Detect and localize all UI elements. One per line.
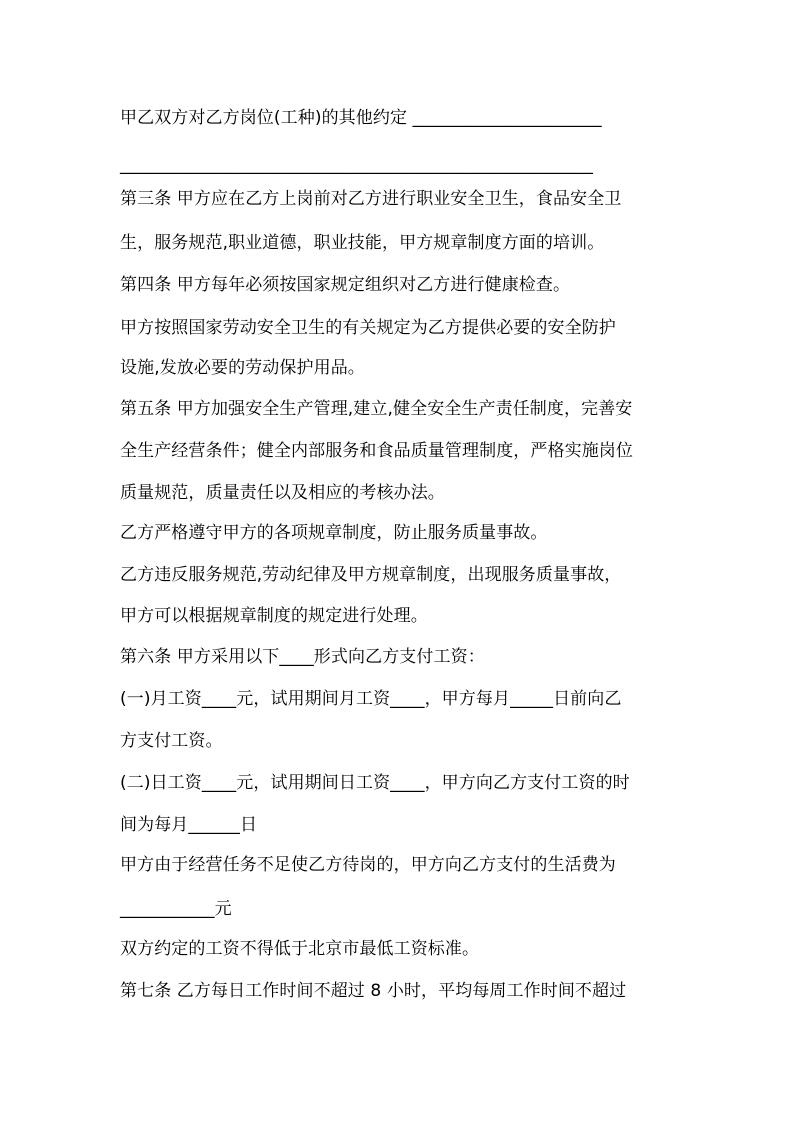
text-line: 甲方可以根据规章制度的规定进行处理。 <box>120 606 428 626</box>
text-line: 甲乙双方对乙方岗位(工种)的其他约定 ______________________ <box>120 108 602 128</box>
text-line: 间为每月______日 <box>120 815 258 835</box>
text-line: _______________________________________________________ <box>120 155 593 175</box>
text-line: 生，服务规范,职业道德，职业技能，甲方规章制度方面的培训。 <box>120 233 605 253</box>
text-line: 双方约定的工资不得低于北京市最低工资标准。 <box>120 939 480 959</box>
text-line: 第五条 甲方加强安全生产管理,建立,健全安全生产责任制度，完善安 <box>120 399 633 419</box>
text-line: (一)月工资____元，试用期间月工资____，甲方每月_____日前向乙 <box>120 689 622 709</box>
text-line: 第四条 甲方每年必须按国家规定组织对乙方进行健康检查。 <box>120 275 571 295</box>
text-line: 质量规范，质量责任以及相应的考核办法。 <box>120 483 445 503</box>
text-line: 第三条 甲方应在乙方上岗前对乙方进行职业安全卫生，食品安全卫 <box>120 189 622 209</box>
text-line: 全生产经营条件；健全内部服务和食品质量管理制度，严格实施岗位 <box>120 441 633 461</box>
text-line: 方支付工资。 <box>120 731 223 751</box>
text-line: 第七条 乙方每日工作时间不超过 8 小时，平均每周工作时间不超过 <box>120 981 627 1001</box>
text-line: 乙方严格遵守甲方的各项规章制度，防止服务质量事故。 <box>120 523 548 543</box>
text-line: 甲方由于经营任务不足使乙方待岗的，甲方向乙方支付的生活费为 <box>120 855 616 875</box>
text-line: (二)日工资____元，试用期间日工资____，甲方向乙方支付工资的时 <box>120 773 630 793</box>
text-line: 设施,发放必要的劳动保护用品。 <box>120 358 365 378</box>
text-line: 甲方按照国家劳动安全卫生的有关规定为乙方提供必要的安全防护 <box>120 318 616 338</box>
text-line: ___________元 <box>120 899 232 919</box>
text-line: 第六条 甲方采用以下____形式向乙方支付工资： <box>120 647 485 667</box>
text-line: 乙方违反服务规范,劳动纪律及甲方规章制度，出现服务质量事故， <box>120 565 622 585</box>
